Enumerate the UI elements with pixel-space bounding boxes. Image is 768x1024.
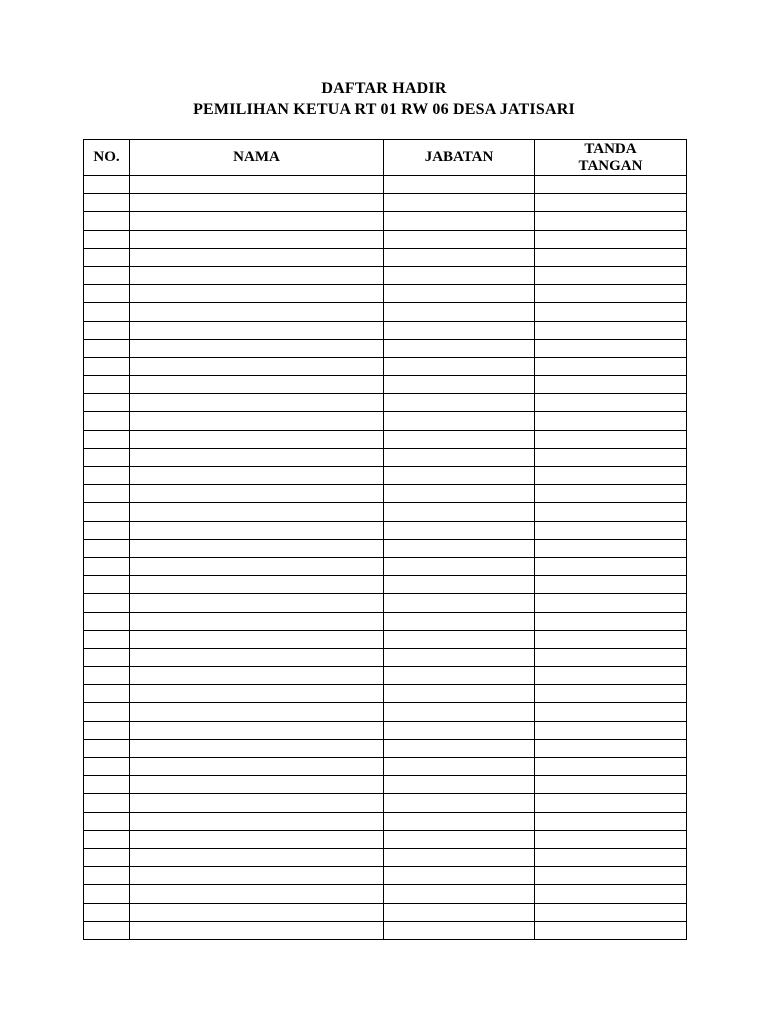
cell-jabatan [384,321,535,339]
table-row [84,921,687,939]
cell-nama [130,176,384,194]
cell-tanda-tangan [535,867,687,885]
cell-no [84,194,130,212]
cell-jabatan [384,848,535,866]
cell-nama [130,630,384,648]
cell-jabatan [384,739,535,757]
cell-tanda-tangan [535,576,687,594]
cell-jabatan [384,794,535,812]
cell-jabatan [384,285,535,303]
table-row [84,648,687,666]
table-row [84,830,687,848]
table-row [84,539,687,557]
cell-jabatan [384,376,535,394]
cell-nama [130,612,384,630]
cell-jabatan [384,576,535,594]
cell-nama [130,903,384,921]
cell-nama [130,230,384,248]
cell-no [84,176,130,194]
cell-tanda-tangan [535,812,687,830]
cell-no [84,248,130,266]
table-row [84,612,687,630]
cell-no [84,485,130,503]
cell-tanda-tangan [535,776,687,794]
cell-tanda-tangan [535,885,687,903]
cell-no [84,921,130,939]
cell-tanda-tangan [535,266,687,284]
cell-tanda-tangan [535,430,687,448]
header-no: NO. [84,140,130,176]
table-row [84,394,687,412]
cell-nama [130,721,384,739]
cell-tanda-tangan [535,357,687,375]
cell-no [84,885,130,903]
cell-no [84,648,130,666]
header-nama: NAMA [130,140,384,176]
cell-jabatan [384,703,535,721]
cell-no [84,212,130,230]
cell-no [84,830,130,848]
cell-no [84,630,130,648]
table-row [84,339,687,357]
cell-tanda-tangan [535,176,687,194]
cell-jabatan [384,630,535,648]
cell-tanda-tangan [535,376,687,394]
table-row [84,758,687,776]
cell-nama [130,285,384,303]
cell-tanda-tangan [535,230,687,248]
cell-jabatan [384,521,535,539]
cell-tanda-tangan [535,394,687,412]
cell-nama [130,376,384,394]
cell-nama [130,503,384,521]
cell-no [84,467,130,485]
cell-jabatan [384,248,535,266]
table-row [84,194,687,212]
table-row [84,557,687,575]
cell-nama [130,648,384,666]
cell-no [84,266,130,284]
cell-nama [130,521,384,539]
cell-tanda-tangan [535,448,687,466]
table-row [84,739,687,757]
cell-nama [130,685,384,703]
cell-tanda-tangan [535,848,687,866]
table-row [84,430,687,448]
cell-nama [130,394,384,412]
header-tanda-line2: TANGAN [578,157,643,174]
table-row [84,285,687,303]
cell-nama [130,557,384,575]
cell-no [84,430,130,448]
cell-nama [130,848,384,866]
cell-nama [130,921,384,939]
table-row [84,176,687,194]
cell-jabatan [384,885,535,903]
cell-jabatan [384,667,535,685]
table-row [84,212,687,230]
cell-tanda-tangan [535,467,687,485]
table-row [84,721,687,739]
cell-jabatan [384,412,535,430]
cell-jabatan [384,448,535,466]
cell-jabatan [384,485,535,503]
table-row [84,703,687,721]
cell-nama [130,667,384,685]
cell-nama [130,467,384,485]
cell-tanda-tangan [535,648,687,666]
cell-jabatan [384,758,535,776]
cell-jabatan [384,539,535,557]
cell-no [84,376,130,394]
cell-no [84,776,130,794]
table-row [84,521,687,539]
table-row [84,412,687,430]
cell-tanda-tangan [535,194,687,212]
cell-no [84,394,130,412]
cell-no [84,667,130,685]
table-row [84,376,687,394]
cell-no [84,594,130,612]
cell-tanda-tangan [535,539,687,557]
cell-jabatan [384,266,535,284]
table-row [84,248,687,266]
cell-tanda-tangan [535,685,687,703]
cell-jabatan [384,194,535,212]
cell-no [84,539,130,557]
cell-no [84,721,130,739]
cell-jabatan [384,557,535,575]
cell-tanda-tangan [535,303,687,321]
cell-tanda-tangan [535,758,687,776]
cell-no [84,321,130,339]
cell-nama [130,266,384,284]
cell-no [84,303,130,321]
cell-tanda-tangan [535,285,687,303]
table-row [84,867,687,885]
cell-nama [130,430,384,448]
cell-jabatan [384,648,535,666]
table-row [84,630,687,648]
cell-nama [130,794,384,812]
cell-tanda-tangan [535,212,687,230]
cell-jabatan [384,903,535,921]
table-row [84,230,687,248]
table-row [84,357,687,375]
cell-jabatan [384,721,535,739]
header-jabatan: JABATAN [384,140,535,176]
cell-nama [130,830,384,848]
cell-no [84,521,130,539]
cell-no [84,612,130,630]
cell-no [84,848,130,866]
cell-tanda-tangan [535,903,687,921]
cell-no [84,230,130,248]
cell-tanda-tangan [535,412,687,430]
table-body [84,176,687,940]
cell-jabatan [384,812,535,830]
cell-tanda-tangan [535,721,687,739]
cell-no [84,903,130,921]
cell-tanda-tangan [535,794,687,812]
cell-nama [130,194,384,212]
cell-tanda-tangan [535,485,687,503]
cell-jabatan [384,830,535,848]
cell-tanda-tangan [535,667,687,685]
cell-nama [130,739,384,757]
cell-jabatan [384,339,535,357]
cell-tanda-tangan [535,248,687,266]
cell-tanda-tangan [535,339,687,357]
table-row [84,321,687,339]
cell-jabatan [384,467,535,485]
table-row [84,485,687,503]
cell-nama [130,594,384,612]
cell-no [84,685,130,703]
cell-tanda-tangan [535,830,687,848]
cell-no [84,357,130,375]
cell-tanda-tangan [535,703,687,721]
cell-nama [130,758,384,776]
cell-nama [130,448,384,466]
cell-no [84,285,130,303]
cell-nama [130,885,384,903]
cell-nama [130,339,384,357]
cell-tanda-tangan [535,321,687,339]
table-row [84,885,687,903]
cell-nama [130,776,384,794]
cell-jabatan [384,776,535,794]
cell-nama [130,248,384,266]
table-row [84,685,687,703]
cell-tanda-tangan [535,921,687,939]
cell-no [84,448,130,466]
table-row [84,503,687,521]
attendance-table [83,139,687,940]
cell-nama [130,485,384,503]
table-row [84,467,687,485]
cell-jabatan [384,503,535,521]
document-title: DAFTAR HADIR [321,80,447,97]
cell-jabatan [384,230,535,248]
cell-tanda-tangan [535,612,687,630]
cell-nama [130,812,384,830]
cell-jabatan [384,867,535,885]
cell-no [84,794,130,812]
cell-tanda-tangan [535,739,687,757]
cell-jabatan [384,394,535,412]
header-tanda-line1: TANDA [584,140,637,157]
cell-nama [130,303,384,321]
cell-no [84,412,130,430]
cell-tanda-tangan [535,521,687,539]
cell-jabatan [384,357,535,375]
cell-jabatan [384,685,535,703]
cell-no [84,703,130,721]
table-row [84,903,687,921]
cell-no [84,503,130,521]
table-row [84,812,687,830]
cell-nama [130,576,384,594]
cell-no [84,758,130,776]
cell-nama [130,703,384,721]
cell-jabatan [384,612,535,630]
table-header-row [84,140,687,176]
cell-nama [130,357,384,375]
cell-nama [130,412,384,430]
table-row [84,266,687,284]
table-row [84,594,687,612]
table-row [84,848,687,866]
cell-jabatan [384,303,535,321]
cell-jabatan [384,921,535,939]
cell-tanda-tangan [535,594,687,612]
table-row [84,776,687,794]
cell-no [84,557,130,575]
cell-nama [130,867,384,885]
cell-jabatan [384,430,535,448]
cell-nama [130,539,384,557]
cell-jabatan [384,212,535,230]
document-header [0,78,768,120]
table-row [84,667,687,685]
cell-tanda-tangan [535,503,687,521]
cell-no [84,339,130,357]
document-subtitle: PEMILIHAN KETUA RT 01 RW 06 DESA JATISARI [193,101,575,118]
cell-jabatan [384,176,535,194]
table-row [84,576,687,594]
cell-nama [130,212,384,230]
cell-no [84,739,130,757]
table-row [84,794,687,812]
cell-nama [130,321,384,339]
cell-tanda-tangan [535,630,687,648]
cell-tanda-tangan [535,557,687,575]
cell-jabatan [384,594,535,612]
cell-no [84,576,130,594]
cell-no [84,867,130,885]
cell-no [84,812,130,830]
table-row [84,448,687,466]
table-row [84,303,687,321]
header-tanda-tangan [535,140,687,176]
